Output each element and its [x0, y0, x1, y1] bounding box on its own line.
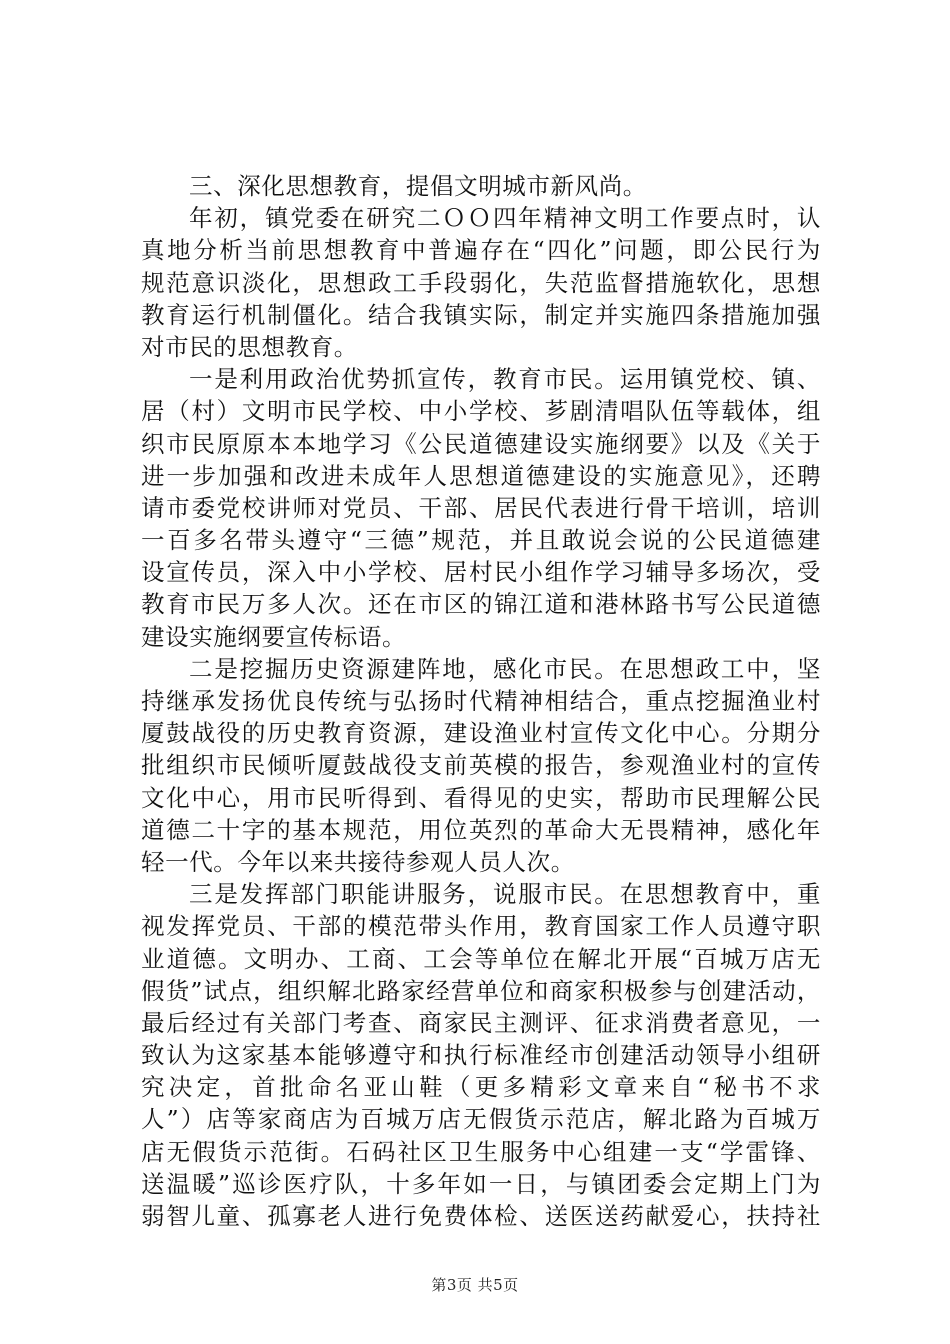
text-line: 建设实施纲要宣传标语。 — [141, 622, 407, 651]
text-line: 送温暖”巡诊医疗队，十多年如一日，与镇团委会定期上门为 — [141, 1169, 821, 1198]
text-line: 最后经过有关部门考查、商家民主测评、征求消费者意见，一 — [141, 1008, 821, 1037]
text-line: 三、深化思想教育，提倡文明城市新风尚。 — [189, 172, 647, 200]
text-line: 教育市民万多人次。还在市区的锦江道和港林路书写公民道德 — [141, 590, 821, 619]
text-line: 批组织市民倾听厦鼓战役支前英模的报告，参观渔业村的宣传 — [141, 751, 821, 780]
text-line: 究决定，首批命名亚山鞋（更多精彩文章来自“秘书不求 — [141, 1073, 821, 1102]
text-line: 教育运行机制僵化。结合我镇实际，制定并实施四条措施加强 — [141, 300, 821, 329]
text-line: 二是挖掘历史资源建阵地，感化市民。在思想政工中，坚 — [189, 654, 821, 683]
text-line: 年初，镇党委在研究二ＯＯ四年精神文明工作要点时，认 — [189, 204, 821, 233]
text-line: 一是利用政治优势抓宣传，教育市民。运用镇党校、镇、 — [189, 365, 821, 394]
text-line: 对市民的思想教育。 — [141, 332, 358, 361]
text-line: 持继承发扬优良传统与弘扬时代精神相结合，重点挖掘渔业村 — [141, 687, 821, 715]
text-line: 设宣传员，深入中小学校、居村民小组作学习辅导多场次，受 — [141, 558, 821, 587]
text-line: 视发挥党员、干部的模范带头作用，教育国家工作人员遵守职 — [141, 912, 821, 941]
page-footer: 第3页 共5页 — [431, 1276, 519, 1294]
text-line: 请市委党校讲师对党员、干部、居民代表进行骨干培训，培训 — [141, 493, 821, 522]
text-line: 假货”试点，组织解北路家经营单位和商家积极参与创建活动， — [141, 976, 821, 1005]
document-body — [141, 170, 821, 1232]
text-line: 致认为这家基本能够遵守和执行标准经市创建活动领导小组研 — [141, 1041, 821, 1070]
text-line: 一百多名带头遵守“三德”规范，并且敢说会说的公民道德建 — [141, 526, 821, 555]
text-line: 轻一代。今年以来共接待参观人员人次。 — [141, 847, 575, 876]
text-line: 业道德。文明办、工商、工会等单位在解北开展“百城万店无 — [141, 944, 821, 973]
text-line: 居（村）文明市民学校、中小学校、芗剧清唱队伍等载体，组 — [141, 397, 821, 426]
text-line: 真地分析当前思想教育中普遍存在“四化”问题，即公民行为 — [141, 236, 821, 265]
text-line: 规范意识淡化，思想政工手段弱化，失范监督措施软化，思想 — [141, 268, 821, 297]
text-line: 文化中心，用市民听得到、看得见的史实，帮助市民理解公民 — [141, 783, 821, 812]
text-line: 弱智儿童、孤寡老人进行免费体检、送医送药献爱心，扶持社 — [141, 1202, 821, 1230]
text-line: 织市民原原本本地学习《公民道德建设实施纲要》以及《关于 — [141, 429, 821, 458]
text-line: 人”）店等家商店为百城万店无假货示范店，解北路为百城万 — [141, 1105, 821, 1134]
text-line: 厦鼓战役的历史教育资源，建设渔业村宣传文化中心。分期分 — [141, 719, 821, 748]
text-line: 进一步加强和改进未成年人思想道德建设的实施意见》，还聘 — [141, 461, 821, 490]
text-line: 道德二十字的基本规范，用位英烈的革命大无畏精神，感化年 — [141, 815, 821, 844]
text-line: 店无假货示范街。石码社区卫生服务中心组建一支“学雷锋、 — [141, 1137, 821, 1166]
text-line: 三是发挥部门职能讲服务，说服市民。在思想教育中，重 — [189, 880, 821, 909]
